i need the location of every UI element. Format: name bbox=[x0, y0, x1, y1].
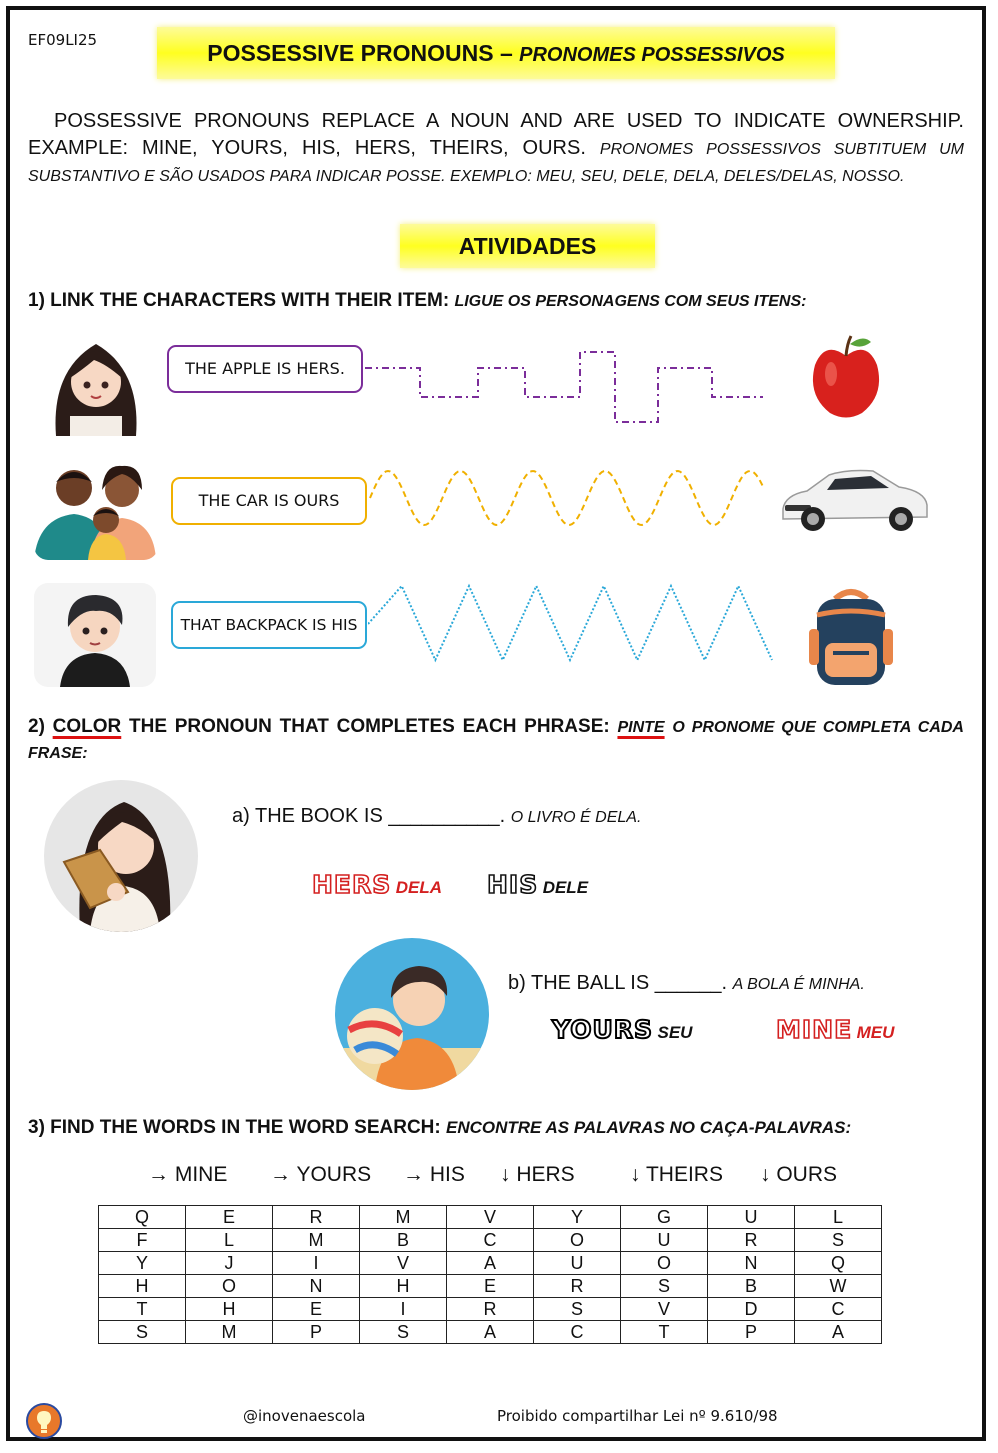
option-mine: MINE bbox=[776, 1015, 853, 1044]
grid-cell[interactable]: E bbox=[273, 1298, 360, 1321]
grid-cell[interactable]: R bbox=[273, 1206, 360, 1229]
activities-label: ATIVIDADES bbox=[400, 224, 655, 268]
word-hers: ↓ HERS bbox=[500, 1163, 575, 1186]
grid-cell[interactable]: V bbox=[621, 1298, 708, 1321]
word-mine: → MINE bbox=[148, 1163, 228, 1186]
skill-code: EF09LI25 bbox=[28, 31, 98, 49]
sentence-box-backpack: THAT BACKPACK IS HIS bbox=[171, 601, 367, 649]
q2a-text: a) THE BOOK IS __________. bbox=[232, 805, 506, 827]
zigzag-line-3 bbox=[368, 582, 774, 664]
grid-row bbox=[99, 1229, 882, 1252]
grid-cell[interactable]: W bbox=[795, 1275, 882, 1298]
grid-cell[interactable]: F bbox=[99, 1229, 186, 1252]
grid-cell[interactable]: C bbox=[795, 1298, 882, 1321]
grid-cell[interactable]: H bbox=[186, 1298, 273, 1321]
grid-cell[interactable]: R bbox=[534, 1275, 621, 1298]
grid-cell[interactable]: Q bbox=[99, 1206, 186, 1229]
grid-cell[interactable]: E bbox=[447, 1275, 534, 1298]
grid-cell[interactable]: T bbox=[621, 1321, 708, 1344]
sentence-box-car: THE CAR IS OURS bbox=[171, 477, 367, 525]
grid-cell[interactable]: U bbox=[534, 1252, 621, 1275]
grid-cell[interactable]: I bbox=[273, 1252, 360, 1275]
grid-cell[interactable]: A bbox=[795, 1321, 882, 1344]
grid-cell[interactable]: B bbox=[708, 1275, 795, 1298]
q3-en: 3) FIND THE WORDS IN THE WORD SEARCH: bbox=[28, 1117, 441, 1138]
grid-cell[interactable]: M bbox=[273, 1229, 360, 1252]
grid-cell[interactable]: N bbox=[273, 1275, 360, 1298]
sentence-box-apple: THE APPLE IS HERS. bbox=[167, 345, 363, 393]
brand-logo bbox=[26, 1403, 62, 1439]
word-his: → HIS bbox=[403, 1163, 465, 1186]
option-hers: HERS bbox=[312, 870, 392, 899]
boy-avatar bbox=[34, 583, 156, 687]
intro-en: POSSESSIVE PRONOUNS REPLACE A NOUN AND ARE USED TO INDICATE OWNERSHIP. EXAMPLE: MINE, YOURS, HIS, HERS, THEIRS, OURS. bbox=[28, 110, 964, 159]
grid-cell[interactable]: V bbox=[360, 1252, 447, 1275]
grid-cell[interactable]: J bbox=[186, 1252, 273, 1275]
q1-pt: LIGUE OS PERSONAGENS COM SEUS ITENS: bbox=[454, 293, 807, 310]
option-yours-pt: SEU bbox=[657, 1023, 693, 1042]
grid-cell[interactable]: G bbox=[621, 1206, 708, 1229]
grid-cell[interactable]: R bbox=[447, 1298, 534, 1321]
q3-pt: ENCONTRE AS PALAVRAS NO CAÇA-PALAVRAS: bbox=[446, 1118, 852, 1137]
grid-cell[interactable]: Y bbox=[99, 1252, 186, 1275]
option-his: HIS bbox=[487, 870, 539, 899]
car-image bbox=[777, 465, 933, 535]
grid-row bbox=[99, 1206, 882, 1229]
reading-girl-image bbox=[44, 780, 198, 932]
word-ours: ↓ OURS bbox=[760, 1163, 838, 1186]
grid-cell[interactable]: P bbox=[708, 1321, 795, 1344]
grid-cell[interactable]: O bbox=[534, 1229, 621, 1252]
q2b-option-1[interactable] bbox=[552, 1015, 692, 1044]
q2a-option-2[interactable] bbox=[487, 870, 588, 899]
option-yours: YOURS bbox=[552, 1015, 654, 1044]
grid-cell[interactable]: S bbox=[360, 1321, 447, 1344]
family-avatar bbox=[34, 456, 158, 560]
grid-cell[interactable]: U bbox=[621, 1229, 708, 1252]
grid-cell[interactable]: C bbox=[447, 1229, 534, 1252]
word-theirs: ↓ THEIRS bbox=[630, 1163, 723, 1186]
grid-cell[interactable]: T bbox=[99, 1298, 186, 1321]
page-title bbox=[157, 27, 835, 79]
grid-cell[interactable]: O bbox=[186, 1275, 273, 1298]
word-yours: → YOURS bbox=[270, 1163, 372, 1186]
option-mine-pt: MEU bbox=[856, 1023, 895, 1042]
grid-row bbox=[99, 1298, 882, 1321]
q3-heading bbox=[28, 1117, 851, 1139]
intro-pt: PRONOMES POSSESSIVOS SUBTITUEM UM SUBSTANTIVO E SÃO USADOS PARA INDICAR POSSE. EXEMPLO: MEU, SEU, DELE, DELA, DELES/DELAS, NOSSO. bbox=[28, 141, 964, 185]
grid-cell[interactable]: N bbox=[708, 1252, 795, 1275]
grid-cell[interactable]: H bbox=[99, 1275, 186, 1298]
grid-cell[interactable]: Y bbox=[534, 1206, 621, 1229]
grid-cell[interactable]: Q bbox=[795, 1252, 882, 1275]
q2-en: THE PRONOUN THAT COMPLETES EACH PHRASE: bbox=[129, 716, 610, 737]
q2-heading bbox=[28, 714, 964, 766]
option-hers-pt: DELA bbox=[395, 878, 442, 897]
grid-cell[interactable]: S bbox=[534, 1298, 621, 1321]
ball-boy-image bbox=[335, 938, 489, 1090]
q2-color-word: COLOR bbox=[52, 716, 122, 737]
grid-cell[interactable]: M bbox=[360, 1206, 447, 1229]
grid-cell[interactable]: S bbox=[99, 1321, 186, 1344]
footer-handle: @inovenaescola bbox=[243, 1407, 366, 1425]
dash-line-1 bbox=[365, 345, 765, 430]
q2-pt: O PRONOME QUE COMPLETA CADA FRASE: bbox=[28, 719, 964, 762]
grid-cell[interactable]: I bbox=[360, 1298, 447, 1321]
grid-cell[interactable]: L bbox=[186, 1229, 273, 1252]
option-his-pt: DELE bbox=[542, 878, 589, 897]
apple-image bbox=[805, 330, 887, 420]
word-search-grid bbox=[98, 1205, 882, 1344]
q2-num: 2) bbox=[28, 716, 45, 737]
grid-cell[interactable]: E bbox=[186, 1206, 273, 1229]
intro-paragraph bbox=[28, 108, 964, 189]
grid-row bbox=[99, 1321, 882, 1344]
grid-row bbox=[99, 1275, 882, 1298]
q2a-sentence bbox=[232, 803, 672, 831]
grid-cell[interactable]: U bbox=[708, 1206, 795, 1229]
q2b-text: b) THE BALL IS ______. bbox=[508, 972, 728, 994]
grid-cell[interactable]: B bbox=[360, 1229, 447, 1252]
grid-cell[interactable]: A bbox=[447, 1252, 534, 1275]
grid-cell[interactable]: M bbox=[186, 1321, 273, 1344]
wave-line-2 bbox=[368, 462, 768, 534]
grid-cell[interactable]: C bbox=[534, 1321, 621, 1344]
grid-cell[interactable]: A bbox=[447, 1321, 534, 1344]
grid-cell[interactable]: S bbox=[795, 1229, 882, 1252]
q1-heading bbox=[28, 290, 806, 312]
q2-pinte-word: PINTE bbox=[617, 719, 665, 736]
q2a-option-1[interactable] bbox=[312, 870, 442, 899]
title-main: POSSESSIVE PRONOUNS – bbox=[207, 40, 513, 66]
backpack-image bbox=[805, 585, 897, 689]
grid-cell[interactable]: H bbox=[360, 1275, 447, 1298]
grid-cell[interactable]: O bbox=[621, 1252, 708, 1275]
q2b-sentence bbox=[508, 972, 865, 995]
grid-cell[interactable]: R bbox=[708, 1229, 795, 1252]
grid-cell[interactable]: V bbox=[447, 1206, 534, 1229]
q1-en: 1) LINK THE CHARACTERS WITH THEIR ITEM: bbox=[28, 290, 450, 311]
q2b-pt: A BOLA É MINHA. bbox=[732, 976, 865, 993]
title-sub: PRONOMES POSSESSIVOS bbox=[519, 44, 785, 66]
footer-notice: Proibido compartilhar Lei nº 9.610/98 bbox=[497, 1407, 778, 1425]
grid-cell[interactable]: S bbox=[621, 1275, 708, 1298]
grid-cell[interactable]: L bbox=[795, 1206, 882, 1229]
grid-cell[interactable]: D bbox=[708, 1298, 795, 1321]
girl-avatar bbox=[36, 330, 156, 436]
grid-row bbox=[99, 1252, 882, 1275]
grid-cell[interactable]: P bbox=[273, 1321, 360, 1344]
q2a-pt: O LIVRO É DELA. bbox=[510, 809, 642, 826]
q2b-option-2[interactable] bbox=[776, 1015, 894, 1044]
